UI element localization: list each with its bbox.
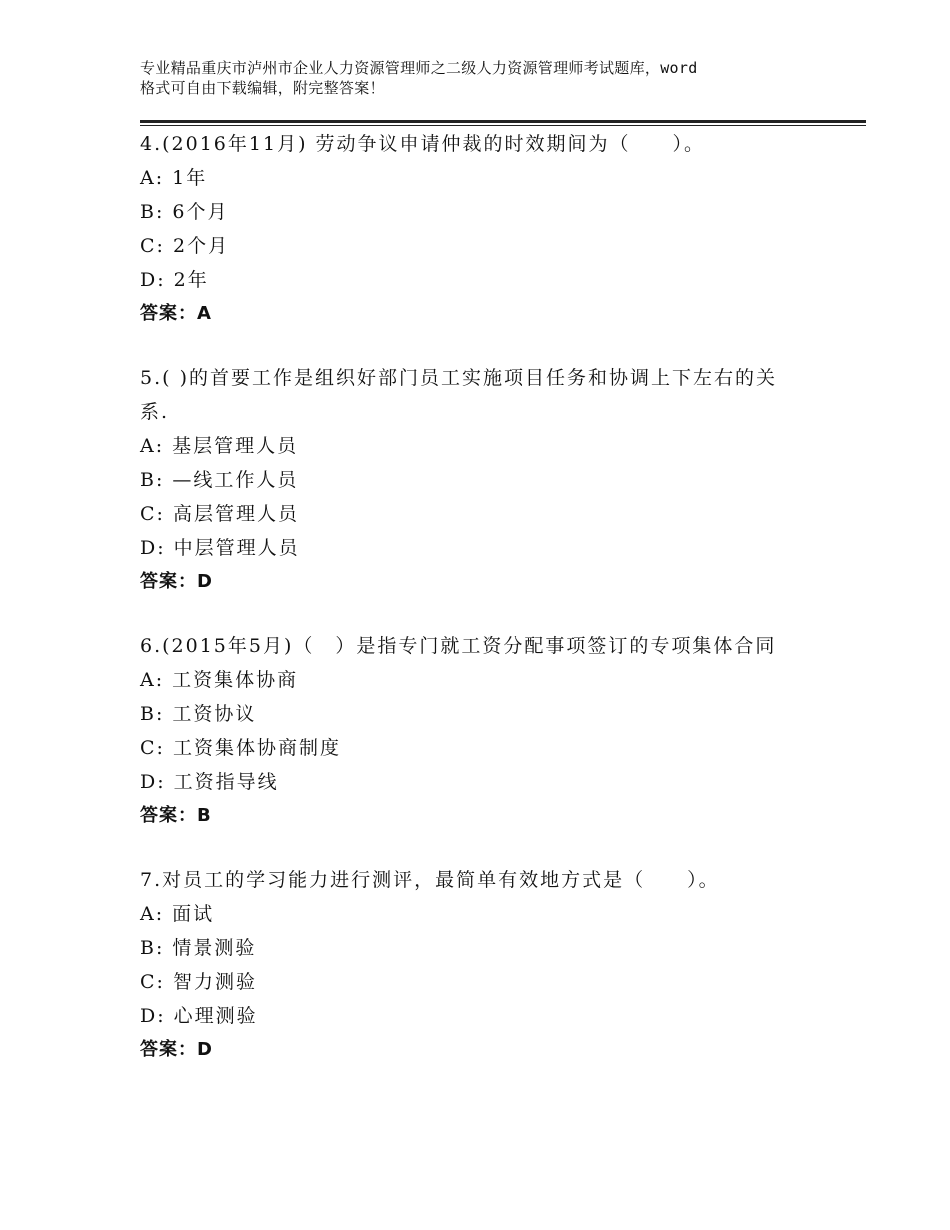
option-c: C: 2个月 [140, 235, 230, 257]
option-d: D: 中层管理人员 [140, 537, 300, 559]
answer-label: 答案：A [140, 303, 212, 324]
answer-label: 答案：D [140, 571, 213, 592]
header-line-1: 专业精品重庆市泸州市企业人力资源管理师之二级人力资源管理师考试题库，word [140, 59, 698, 77]
option-a: A: 1年 [140, 167, 208, 189]
header-divider-thin [140, 125, 866, 126]
option-c: C: 工资集体协商制度 [140, 737, 341, 759]
answer-label: 答案：D [140, 1039, 213, 1060]
question-4 [140, 127, 820, 331]
option-d: D: 2年 [140, 269, 209, 291]
option-b: B: 工资协议 [140, 703, 257, 725]
question-list [140, 127, 820, 1097]
question-stem: 4.(2016年11月) 劳动争议申请仲裁的时效期间为（ ）。 [140, 133, 706, 155]
option-b: B: 6个月 [140, 201, 229, 223]
option-b: B: —线工作人员 [140, 469, 299, 491]
option-a: A: 面试 [140, 903, 215, 925]
document-header [140, 58, 840, 98]
option-a: A: 工资集体协商 [140, 669, 299, 691]
question-7 [140, 863, 820, 1067]
answer-label: 答案：B [140, 805, 212, 826]
question-5 [140, 361, 820, 599]
header-divider-thick [140, 120, 866, 123]
option-d: D: 工资指导线 [140, 771, 279, 793]
option-a: A: 基层管理人员 [140, 435, 299, 457]
option-b: B: 情景测验 [140, 937, 257, 959]
question-stem: 5.( )的首要工作是组织好部门员工实施项目任务和协调上下左右的关系. [140, 367, 777, 423]
option-c: C: 智力测验 [140, 971, 257, 993]
question-6 [140, 629, 820, 833]
header-line-2: 格式可自由下载编辑，附完整答案！ [140, 79, 385, 97]
question-stem: 6.(2015年5月)（ ）是指专门就工资分配事项签订的专项集体合同 [140, 635, 777, 657]
option-d: D: 心理测验 [140, 1005, 258, 1027]
question-stem: 7.对员工的学习能力进行测评，最简单有效地方式是（ ）。 [140, 869, 720, 891]
option-c: C: 高层管理人员 [140, 503, 299, 525]
